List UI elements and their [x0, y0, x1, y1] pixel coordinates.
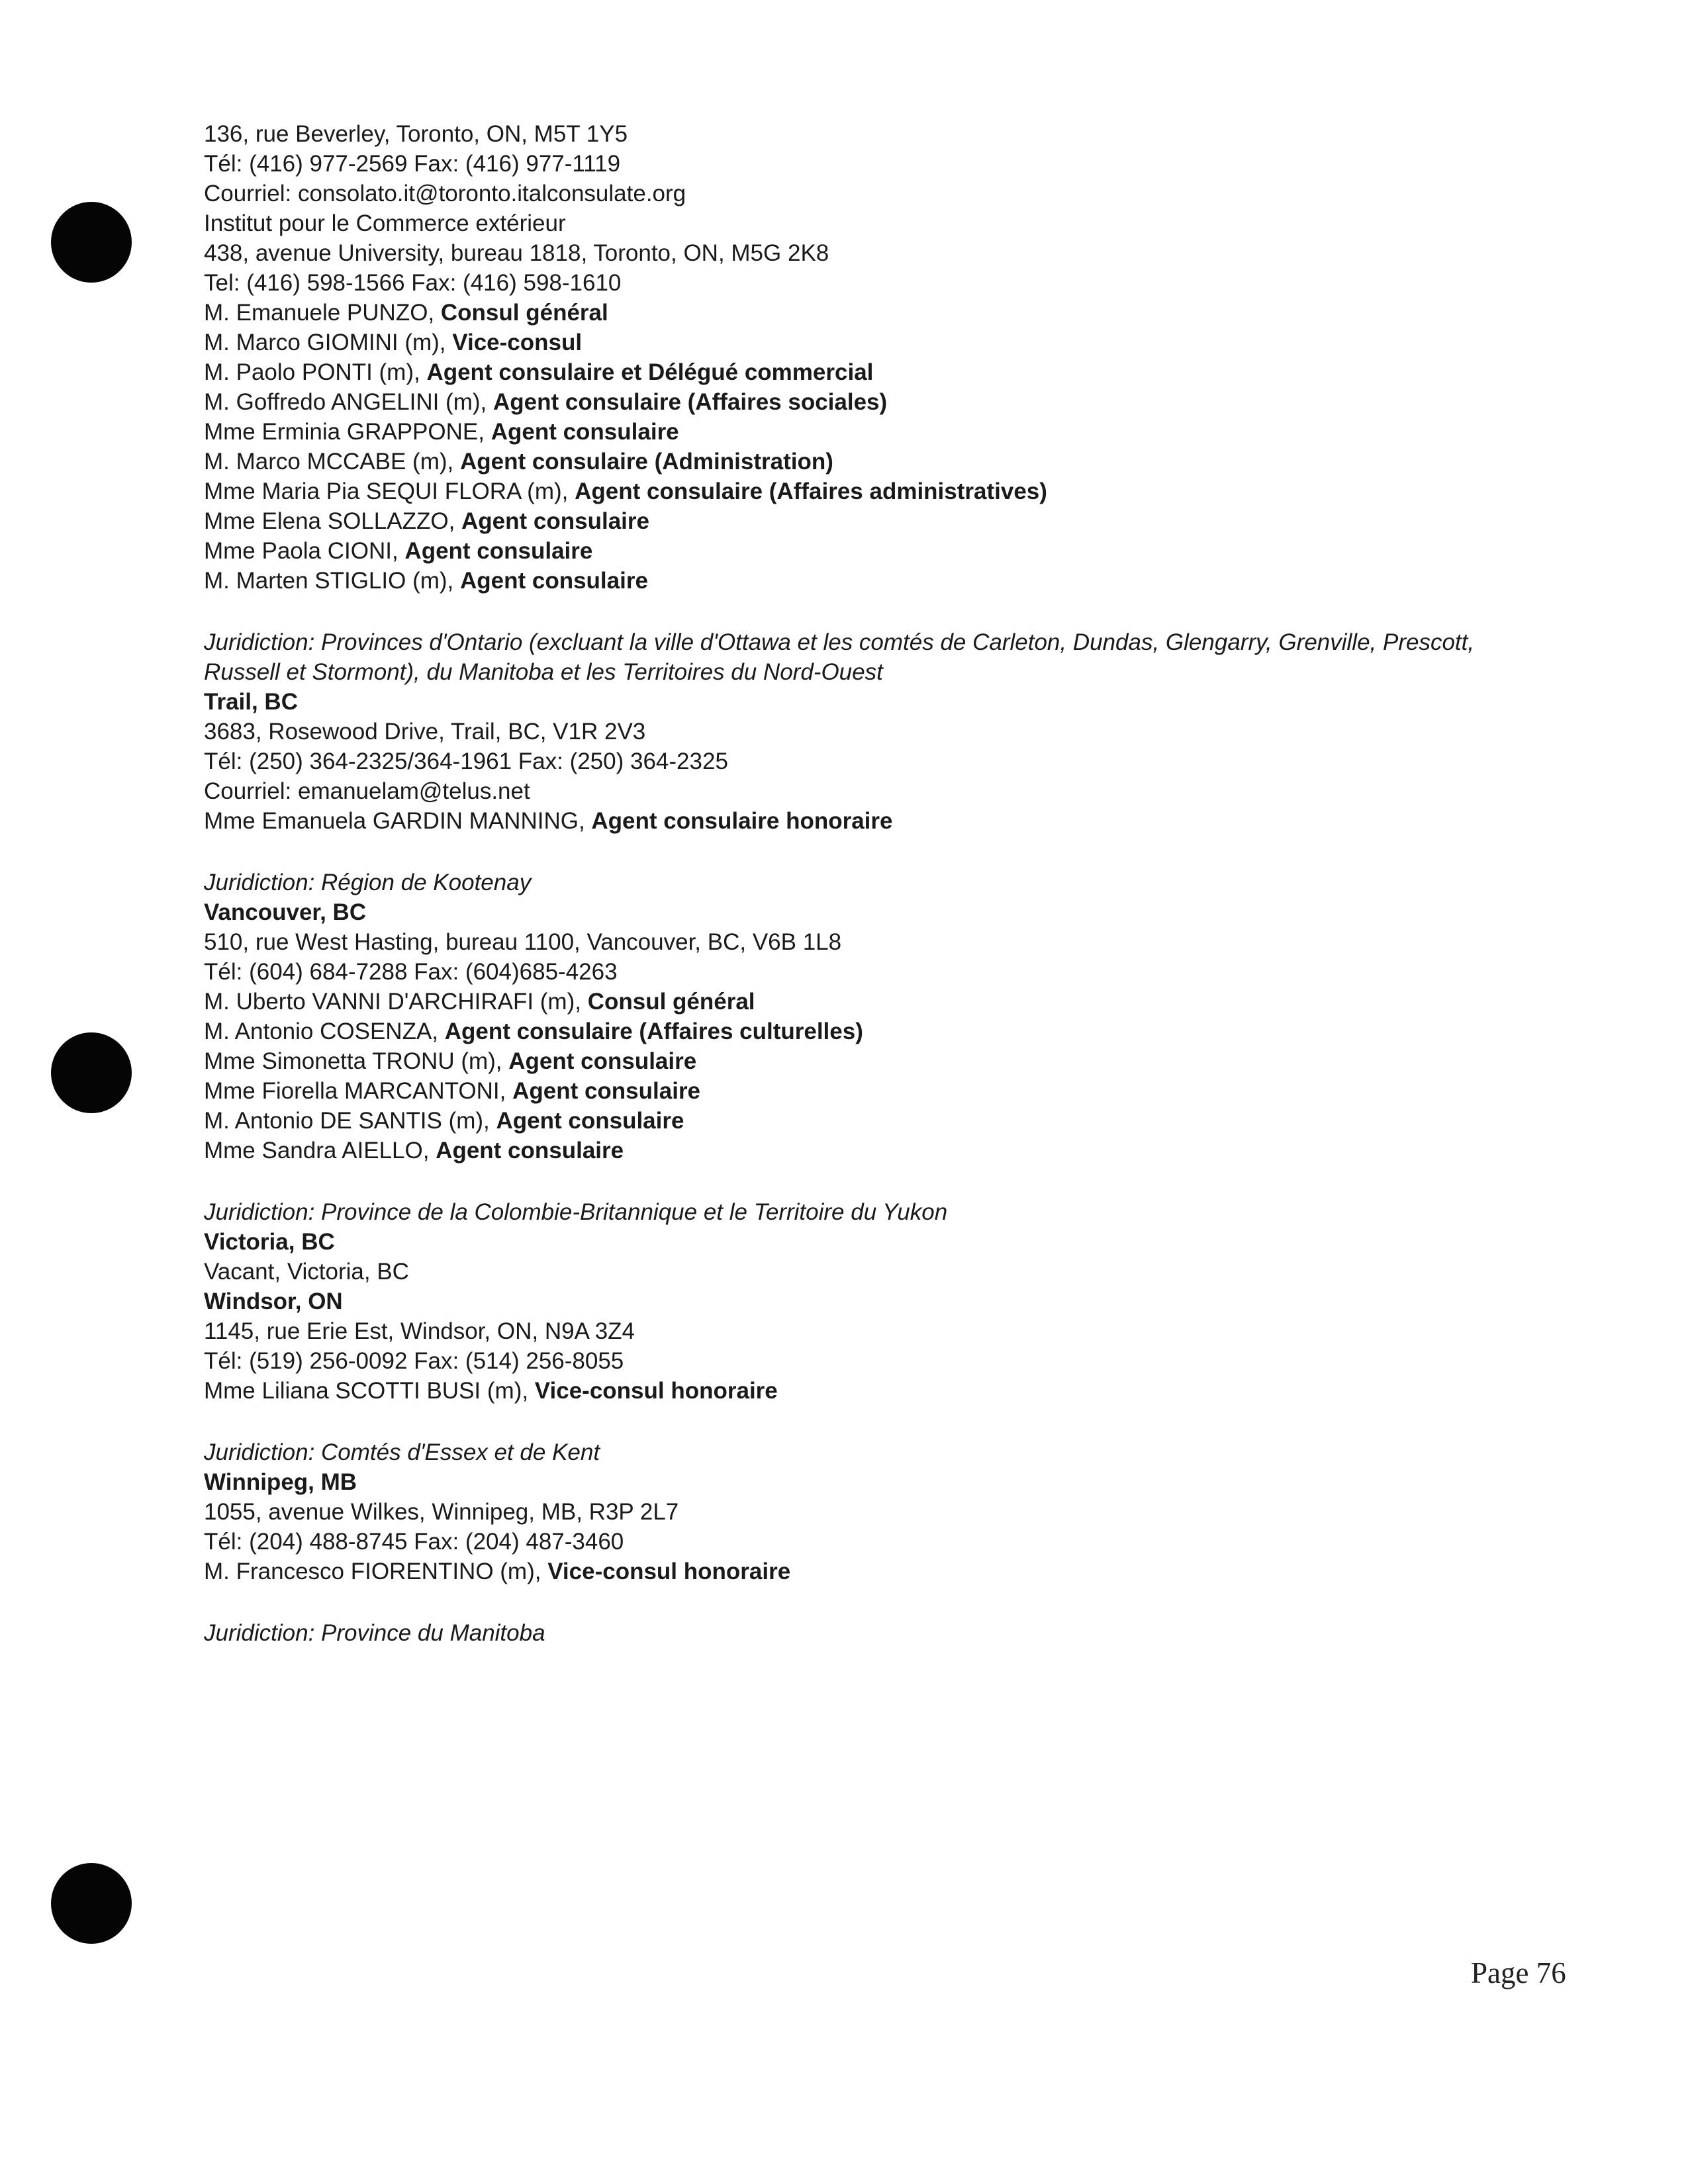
- staff-role: Agent consulaire (Administration): [459, 449, 833, 475]
- city-heading: Windsor, ON: [204, 1289, 343, 1314]
- staff-entry: [204, 1046, 1528, 1076]
- page-number: Page 76: [1471, 1956, 1566, 1989]
- staff-role: Agent consulaire (Affaires administratives): [575, 478, 1047, 504]
- staff-entry: [204, 536, 1528, 566]
- staff-entry: [204, 328, 1528, 357]
- jurisdiction-note: Juridiction: Comtés d'Essex et de Kent: [204, 1439, 600, 1465]
- staff-name: M. Goffredo ANGELINI (m),: [204, 389, 493, 415]
- staff-role: Vice-consul honoraire: [534, 1378, 778, 1404]
- staff-name: Mme Fiorella MARCANTONI,: [204, 1078, 513, 1104]
- staff-name: Mme Simonetta TRONU (m),: [204, 1048, 509, 1074]
- staff-entry: [204, 477, 1528, 506]
- staff-role: Agent consulaire: [491, 419, 679, 445]
- staff-entry: [204, 1076, 1528, 1106]
- phone-line: Tel: (416) 598-1566 Fax: (416) 598-1610: [204, 270, 622, 296]
- staff-role: Agent consulaire: [404, 538, 593, 564]
- jurisdiction-note: Juridiction: Provinces d'Ontario (excluant la ville d'Ottawa et les comtés de Carleton, Dundas, Glengarry, Grenville, Prescott, Russell et Stormont), du Manitoba et les Territoires du Nord-Ouest: [204, 629, 1475, 685]
- document-body: [204, 119, 1528, 1648]
- staff-name: Mme Liliana SCOTTI BUSI (m),: [204, 1378, 535, 1404]
- winnipeg-section: [204, 1467, 1528, 1648]
- city-heading: Winnipeg, MB: [204, 1469, 357, 1495]
- staff-entry: [204, 1557, 1528, 1586]
- staff-role: Agent consulaire: [512, 1078, 701, 1104]
- staff-name: M. Marten STIGLIO (m),: [204, 568, 460, 594]
- toronto-staff-list: [204, 298, 1528, 596]
- trade-institute: [204, 208, 1528, 298]
- staff-name: Mme Maria Pia SEQUI FLORA (m),: [204, 478, 575, 504]
- staff-entry: [204, 1136, 1528, 1165]
- phone-line: Tél: (250) 364-2325/364-1961 Fax: (250) 364-2325: [204, 749, 728, 774]
- vancouver-section: [204, 897, 1528, 1227]
- phone-line: Tél: (416) 977-2569 Fax: (416) 977-1119: [204, 151, 621, 177]
- staff-name: M. Marco MCCABE (m),: [204, 449, 460, 475]
- staff-role: Agent consulaire: [496, 1108, 684, 1134]
- punch-hole: [51, 1032, 132, 1113]
- staff-entry: [204, 566, 1528, 596]
- staff-entry: [204, 298, 1528, 328]
- staff-entry: [204, 506, 1528, 536]
- punch-hole: [51, 202, 132, 283]
- punch-hole: [51, 1863, 132, 1944]
- email-line: Courriel: consolato.it@toronto.italconsulate.org: [204, 181, 686, 206]
- staff-name: Mme Erminia GRAPPONE,: [204, 419, 491, 445]
- jurisdiction-note: Juridiction: Région de Kootenay: [204, 870, 532, 895]
- staff-role: Agent consulaire (Affaires culturelles): [444, 1019, 863, 1044]
- institute-name: Institut pour le Commerce extérieur: [204, 210, 566, 236]
- staff-name: Mme Elena SOLLAZZO,: [204, 508, 462, 534]
- staff-role: Consul général: [587, 989, 755, 1015]
- city-heading: Victoria, BC: [204, 1229, 335, 1255]
- toronto-consulate-address: [204, 119, 1528, 208]
- staff-role: Agent consulaire: [461, 508, 649, 534]
- staff-entry: [204, 357, 1528, 387]
- jurisdiction-note: Juridiction: Province de la Colombie-Britannique et le Territoire du Yukon: [204, 1199, 948, 1225]
- address-line: Vacant, Victoria, BC: [204, 1259, 409, 1285]
- staff-name: M. Antonio DE SANTIS (m),: [204, 1108, 496, 1134]
- staff-role: Agent consulaire: [508, 1048, 697, 1074]
- staff-role: Agent consulaire: [436, 1138, 624, 1163]
- phone-line: Tél: (519) 256-0092 Fax: (514) 256-8055: [204, 1348, 624, 1374]
- trail-section: [204, 687, 1528, 897]
- staff-role: Agent consulaire: [459, 568, 648, 594]
- staff-name: Mme Paola CIONI,: [204, 538, 405, 564]
- phone-line: Tél: (204) 488-8745 Fax: (204) 487-3460: [204, 1529, 624, 1555]
- address-line: 1145, rue Erie Est, Windsor, ON, N9A 3Z4: [204, 1318, 635, 1344]
- staff-entry: [204, 417, 1528, 447]
- staff-entry: [204, 806, 1528, 836]
- staff-entry: [204, 1376, 1528, 1406]
- staff-entry: [204, 1106, 1528, 1136]
- staff-entry: [204, 447, 1528, 477]
- staff-entry: [204, 387, 1528, 417]
- city-heading: Trail, BC: [204, 689, 298, 715]
- staff-role: Vice-consul: [452, 330, 583, 355]
- victoria-section: [204, 1227, 1528, 1287]
- staff-name: M. Francesco FIORENTINO (m),: [204, 1559, 548, 1584]
- staff-role: Vice-consul honoraire: [547, 1559, 791, 1584]
- address-line: 136, rue Beverley, Toronto, ON, M5T 1Y5: [204, 121, 628, 147]
- address-line: 1055, avenue Wilkes, Winnipeg, MB, R3P 2L7: [204, 1499, 679, 1525]
- staff-name: M. Paolo PONTI (m),: [204, 359, 427, 385]
- city-heading: Vancouver, BC: [204, 899, 367, 925]
- staff-role: Agent consulaire (Affaires sociales): [492, 389, 888, 415]
- jurisdiction-note: Juridiction: Province du Manitoba: [204, 1620, 545, 1646]
- staff-name: Mme Sandra AIELLO,: [204, 1138, 436, 1163]
- address-line: 438, avenue University, bureau 1818, Toronto, ON, M5G 2K8: [204, 240, 829, 266]
- staff-name: M. Marco GIOMINI (m),: [204, 330, 453, 355]
- staff-role: Agent consulaire et Délégué commercial: [426, 359, 874, 385]
- windsor-section: [204, 1287, 1528, 1467]
- address-line: 3683, Rosewood Drive, Trail, BC, V1R 2V3: [204, 719, 646, 745]
- email-line: Courriel: emanuelam@telus.net: [204, 778, 530, 804]
- staff-role: Agent consulaire honoraire: [591, 808, 893, 834]
- staff-name: M. Antonio COSENZA,: [204, 1019, 445, 1044]
- staff-entry: [204, 987, 1528, 1017]
- staff-role: Consul général: [440, 300, 608, 326]
- phone-line: Tél: (604) 684-7288 Fax: (604)685-4263: [204, 959, 618, 985]
- staff-entry: [204, 1017, 1528, 1046]
- staff-name: Mme Emanuela GARDIN MANNING,: [204, 808, 592, 834]
- staff-name: M. Uberto VANNI D'ARCHIRAFI (m),: [204, 989, 588, 1015]
- staff-name: M. Emanuele PUNZO,: [204, 300, 441, 326]
- address-line: 510, rue West Hasting, bureau 1100, Vancouver, BC, V6B 1L8: [204, 929, 842, 955]
